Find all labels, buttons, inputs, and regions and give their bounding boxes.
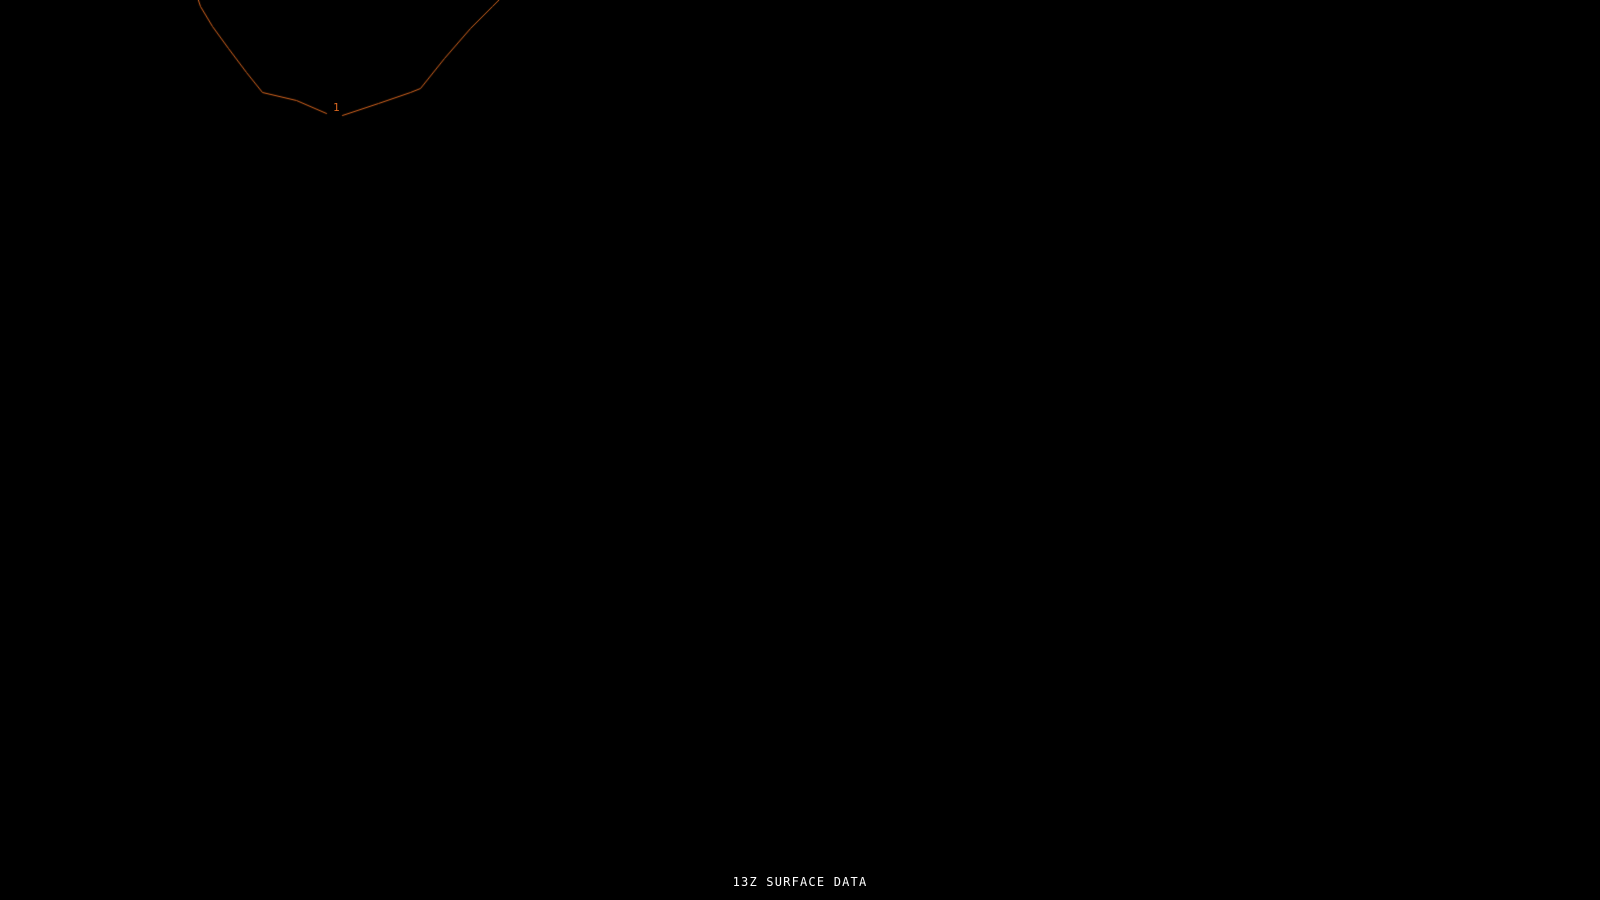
map-caption: 13Z SURFACE DATA — [732, 875, 868, 889]
contour-value-label: 1 — [333, 101, 340, 114]
